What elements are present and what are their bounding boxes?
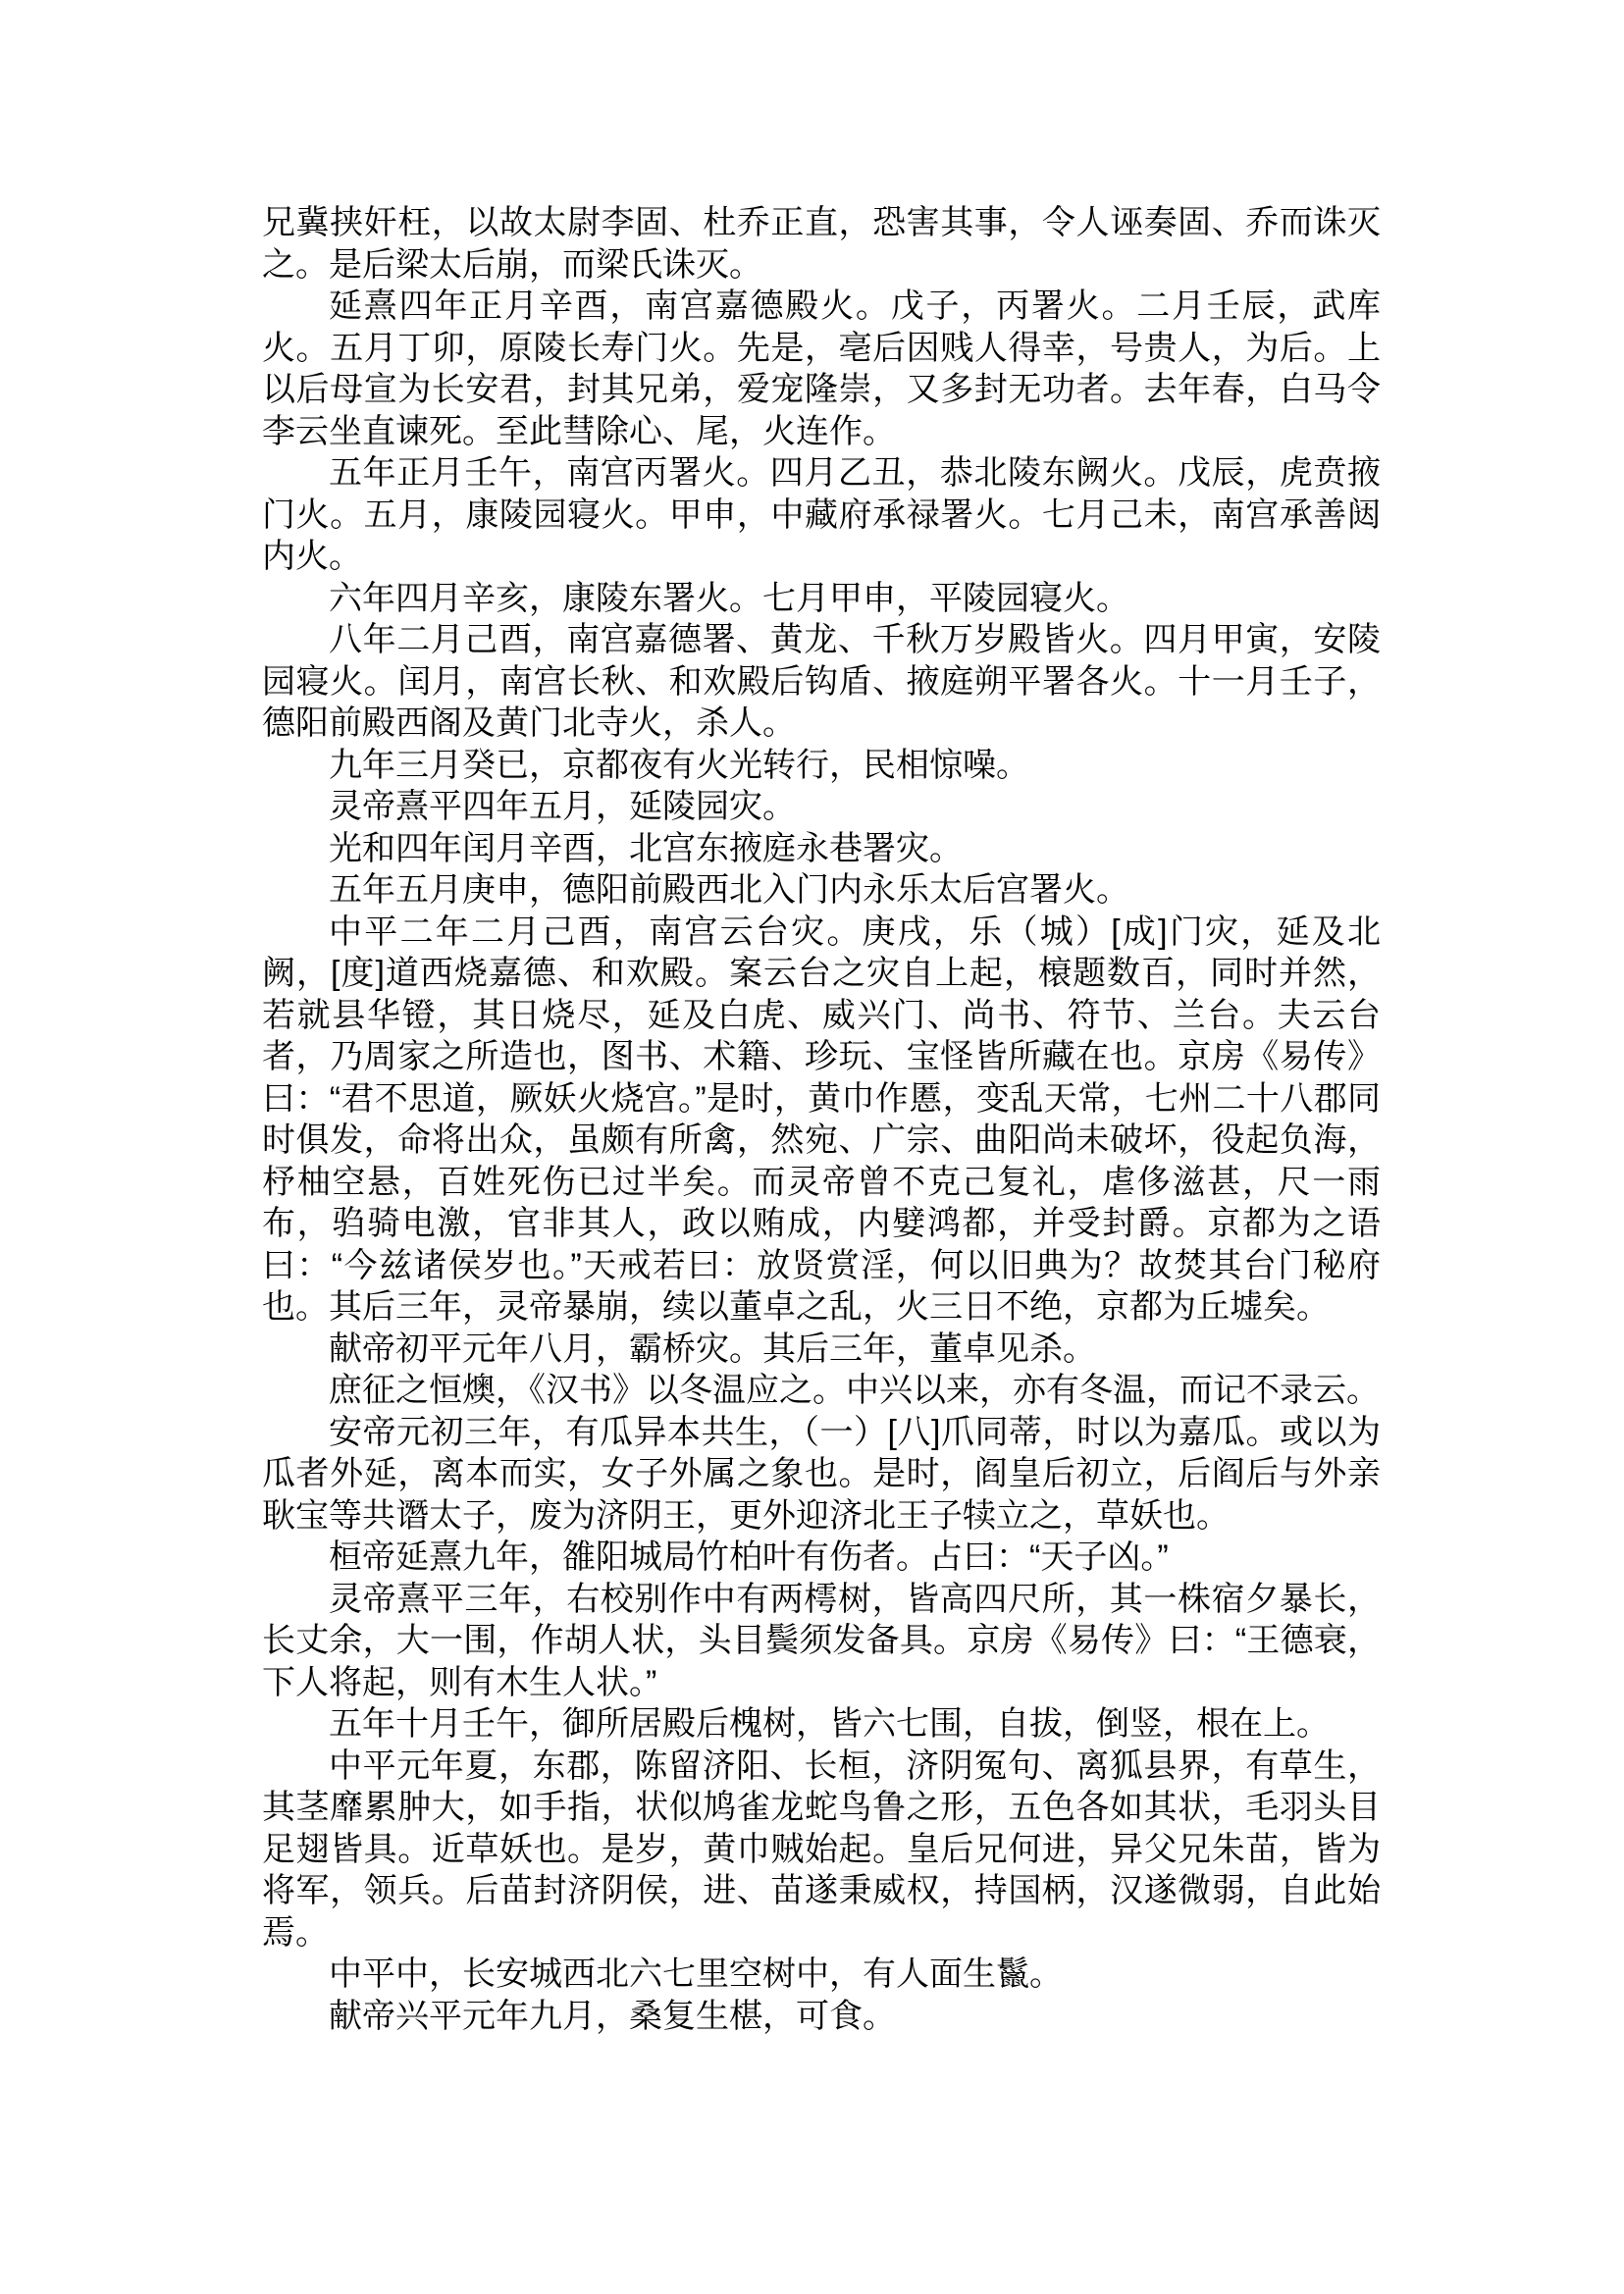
paragraph: 庶征之恒燠，《汉书》以冬温应之。中兴以来，亦有冬温，而记不录云。 [329,1372,1380,1409]
paragraph: 五年十月壬午，御所居殿后槐树，皆六七围，自拔，倒竖，根在上。 [329,1705,1330,1743]
paragraph: 六年四月辛亥，康陵东署火。七月甲申，平陵园寝火。 [329,579,1129,617]
paragraph: 五年正月壬午，南宫丙署火。四月乙丑，恭北陵东阙火。戊辰，虎贲掖门火。五月，康陵园寝火。甲申，中藏府承禄署火。七月己未，南宫承善闼内火。 [262,454,1381,575]
paragraph: 安帝元初三年，有瓜异本共生，（一）[八]爪同蒂，时以为嘉瓜。或以为瓜者外延，离本而实，女子外属之象也。是时，阎皇后初立，后阎后与外亲耿宝等共谮太子，废为济阴王，更外迎济北王子犊立之，草妖也。 [262,1413,1381,1535]
paragraph: 中平中，长安城西北六七里空树中，有人面生鬣。 [329,1955,1063,1993]
text-block [262,202,1381,2037]
paragraph: 光和四年闰月辛酉，北宫东掖庭永巷署灾。 [329,829,963,867]
paragraph: 中平二年二月己酉，南宫云台灾。庚戌，乐（城）[成]门灾，延及北阙，[度]道西烧嘉德、和欢殿。案云台之灾自上起，榱题数百，同时并然，若就县华镫，其日烧尽，延及白虎、威兴门、尚书、符节、兰台。夫云台者，乃周家之所造也，图书、术籍、珍玩、宝怪皆所藏在也。京房《易传》曰：“君不思道，厥妖火烧宫。”是时，黄巾作慝，变乱天常，七州二十八郡同时俱发，命将出众，虽颇有所禽，然宛、广宗、曲阳尚未破坏，役起负海，杼柚空悬，百姓死伤已过半矣。而灵帝曾不克己复礼，虐侈滋甚，尺一雨布，驺骑电激，官非其人，政以贿成，内嬖鸿都，并受封爵。京都为之语曰：“今兹诸侯岁也。”天戒若曰：放贤赏淫，何以旧典为？故焚其台门秘府也。其后三年，灵帝暴崩，续以董卓之乱，火三日不绝，京都为丘墟矣。 [262,912,1381,1326]
paragraph: 兄冀挟奸枉，以故太尉李固、杜乔正直，恐害其事，令人诬奏固、乔而诛灭之。是后梁太后崩，而梁氏诛灭。 [262,204,1381,284]
paragraph: 五年五月庚申，德阳前殿西北入门内永乐太后宫署火。 [329,871,1129,909]
paragraph: 八年二月己酉，南宫嘉德署、黄龙、千秋万岁殿皆火。四月甲寅，安陵园寝火。闰月，南宫长秋、和欢殿后钩盾、掖庭朔平署各火。十一月壬子，德阳前殿西阁及黄门北寺火，杀人。 [262,621,1381,742]
paragraph: 中平元年夏，东郡，陈留济阳、长桓，济阴冤句、离狐县界，有草生，其茎靡累肿大，如手指，状似鸠雀龙蛇鸟鲁之形，五色各如其状，毛羽头目足翅皆具。近草妖也。是岁，黄巾贼始起。皇后兄何进，异父兄朱苗，皆为将军，领兵。后苗封济阴侯，进、苗遂秉威权，持国柄，汉遂微弱，自此始焉。 [262,1747,1381,1952]
paragraph: 献帝兴平元年九月，桑复生椹，可食。 [329,1997,896,2035]
paragraph: 献帝初平元年八月，霸桥灾。其后三年，董卓见杀。 [329,1329,1096,1368]
paragraph: 九年三月癸已，京都夜有火光转行，民相惊噪。 [329,746,1029,784]
paragraph: 灵帝熹平四年五月，延陵园灾。 [329,788,796,825]
paragraph: 灵帝熹平三年，右校别作中有两樗树，皆高四尺所，其一株宿夕暴长，长丈余，大一围，作胡人状，头目鬓须发备具。京房《易传》曰：“王德衰，下人将起，则有木生人状。” [262,1580,1381,1701]
paragraph: 延熹四年正月辛酉，南宫嘉德殿火。戊子，丙署火。二月壬辰，武库火。五月丁卯，原陵长寿门火。先是，亳后因贱人得幸，号贵人，为后。上以后母宣为长安君，封其兄弟，爱宠隆崇，又多封无功者。去年春，白马令李云坐直谏死。至此彗除心、尾，火连作。 [262,287,1381,450]
paragraph: 桓帝延熹九年，雒阳城局竹柏叶有伤者。占曰：“天子凶。” [329,1538,1169,1576]
